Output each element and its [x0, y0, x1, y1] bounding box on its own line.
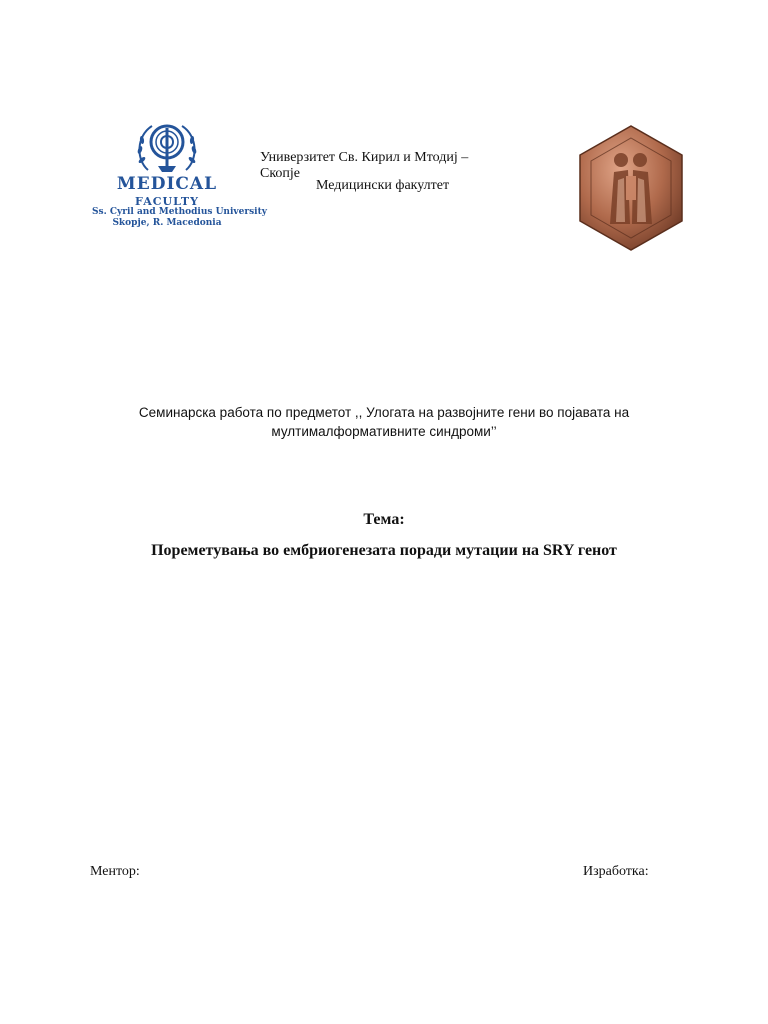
university-seal-icon: [576, 124, 686, 252]
topic-title: Пореметувања во ембриогенезата поради мутации на SRY генот: [151, 542, 617, 559]
university-seal: [576, 124, 686, 252]
seminar-line-2: мултималформативните синдроми’’: [271, 424, 497, 439]
topic-label: Тема:: [363, 511, 405, 528]
seminar-line-1: Семинарска работа по предметот ,, Улогата на развојните гени во појавата на: [138, 405, 630, 420]
logo-university-text: Ss. Cyril and Methodius University: [92, 207, 267, 217]
medical-faculty-logo-icon: [92, 120, 242, 176]
university-name: Универзитет Св. Кирил и Мтодиј – Скопје: [260, 150, 469, 181]
faculty-name: Медицински факултет: [316, 178, 450, 193]
logo-city-text: Skopje, R. Macedonia: [112, 218, 222, 228]
logo-faculty-text: FACULTY: [135, 195, 199, 208]
author-label: Изработка:: [583, 864, 649, 879]
seminar-description: [0, 403, 768, 441]
logo-medical-text: MEDICAL: [116, 174, 218, 194]
mentor-label: Ментор:: [90, 864, 140, 879]
medical-faculty-logo: [92, 120, 267, 232]
